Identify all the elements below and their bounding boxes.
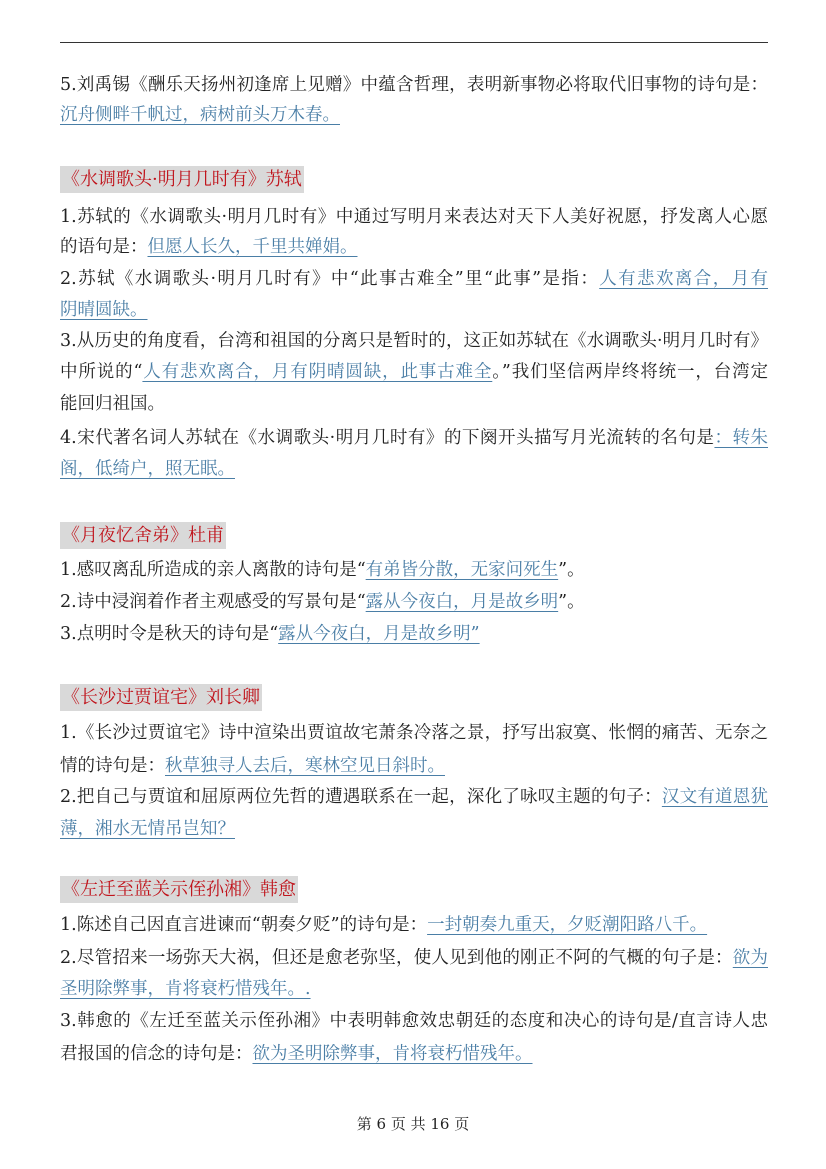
- text-line: [60, 234, 358, 260]
- text-line: [60, 945, 768, 971]
- text-line: [60, 912, 707, 938]
- text-line: [60, 1008, 768, 1034]
- answer-text: ：转朱: [714, 428, 769, 448]
- section-heading: 《左迁至蓝关示侄孙湘》韩愈: [60, 876, 298, 903]
- answer-text: 秋草独寻人去后，寒林空见日斜时。: [165, 756, 445, 776]
- answer-text: 欲为圣明除弊事，肯将衰朽惜残年。: [252, 1044, 533, 1064]
- section-heading: 《月夜忆舍弟》杜甫: [60, 522, 226, 549]
- answer-text: 圣明除弊事，肯将衰朽惜残年。.: [60, 979, 311, 999]
- text-line: [60, 359, 768, 385]
- text-line: [60, 297, 148, 323]
- answer-text: 有弟皆分散，无家问死生: [365, 560, 559, 580]
- question-text: 3.韩愈的《左迁至蓝关示侄孙湘》中表明韩愈效忠朝廷的态度和决心的诗句是/直言诗人忠: [60, 1011, 768, 1031]
- question-text: 君报国的信念的诗句是：: [60, 1044, 253, 1064]
- text-line: [60, 102, 340, 128]
- question-text: 3.从历史的角度看，台湾和祖国的分离只是暂时的，这正如苏轼在《水调歌头·明月几时有》: [60, 331, 768, 351]
- question-text: ”。: [558, 592, 585, 612]
- answer-text: 沉舟侧畔千帆过，病树前头万木春。: [60, 105, 340, 125]
- question-text: 3.点明时令是秋天的诗句是“: [60, 624, 279, 644]
- question-text: 。”我们坚信两岸终将统一，台湾定: [492, 362, 768, 382]
- question-text: 4.宋代著名词人苏轼在《水调歌头·明月几时有》的下阕开头描写月光流转的名句是: [60, 428, 715, 448]
- question-text: 2.诗中浸润着作者主观感受的写景句是“: [60, 592, 366, 612]
- answer-text: 汉文有道恩犹: [661, 787, 769, 807]
- answer-text: 阴晴圆缺。: [60, 300, 148, 320]
- question-text: 1.《长沙过贾谊宅》诗中渲染出贾谊故宅萧条冷落之景，抒写出寂寞、怅惘的痛苦、无奈之: [60, 723, 768, 743]
- section-heading: 《水调歌头·明月几时有》苏轼: [60, 166, 304, 193]
- answer-text: 露从今夜白，月是故乡明”: [278, 624, 480, 644]
- answer-text: 但愿人长久，千里共婵娟。: [147, 237, 358, 257]
- question-text: 2.苏轼《水调歌头·明月几时有》中“此事古难全”里“此事”是指：: [60, 269, 600, 289]
- question-text: 1.陈述自己因直言进谏而“朝奏夕贬”的诗句是：: [60, 915, 428, 935]
- header-rule: [60, 42, 768, 43]
- question-text: 2.尽管招来一场弥天大祸，但还是愈老弥坚，使人见到他的刚正不阿的气概的句子是：: [60, 948, 733, 968]
- question-text: 5.刘禹锡《酬乐天扬州初逢席上见赠》中蕴含哲理，表明新事物必将取代旧事物的诗句是：: [60, 75, 768, 95]
- text-line: [60, 753, 445, 779]
- answer-text: 人有悲欢离合，月有: [599, 269, 769, 289]
- text-line: [60, 1041, 533, 1067]
- text-line: [60, 204, 768, 230]
- question-text: 情的诗句是：: [60, 756, 165, 776]
- text-line: [60, 328, 768, 354]
- answer-text: 一封朝奏九重天，夕贬潮阳路八千。: [427, 915, 708, 935]
- text-line: [60, 72, 768, 98]
- text-line: [60, 557, 585, 583]
- section-heading: 《长沙过贾谊宅》刘长卿: [60, 684, 262, 711]
- question-text: 能回归祖国。: [60, 394, 165, 414]
- text-line: [60, 720, 768, 746]
- text-line: [60, 589, 585, 615]
- text-line: [60, 816, 235, 842]
- text-line: [60, 266, 768, 292]
- question-text: 2.把自己与贾谊和屈原两位先哲的遭遇联系在一起，深化了咏叹主题的句子：: [60, 787, 662, 807]
- answer-text: 阁，低绮户，照无眠。: [60, 459, 235, 479]
- text-line: [60, 425, 768, 451]
- question-text: 1.苏轼的《水调歌头·明月几时有》中通过写明月来表达对天下人美好祝愿，抒发离人心愿: [60, 207, 768, 227]
- answer-text: 欲为: [732, 948, 768, 968]
- question-text: 1.感叹离乱所造成的亲人离散的诗句是“: [60, 560, 366, 580]
- text-line: [60, 621, 480, 647]
- answer-text: 薄，湘水无情吊岂知？: [60, 819, 235, 839]
- text-line: [60, 456, 235, 482]
- text-line: [60, 391, 165, 417]
- text-line: [60, 976, 311, 1002]
- page-number: 第 6 页 共 16 页: [356, 1115, 470, 1133]
- answer-text: 露从今夜白，月是故乡明: [365, 592, 559, 612]
- question-text: 的语句是：: [60, 237, 148, 257]
- question-text: ”。: [558, 560, 585, 580]
- text-line: [60, 784, 768, 810]
- answer-text: 人有悲欢离合，月有阴晴圆缺，此事古难全: [142, 362, 493, 382]
- question-text: 中所说的“: [60, 362, 143, 382]
